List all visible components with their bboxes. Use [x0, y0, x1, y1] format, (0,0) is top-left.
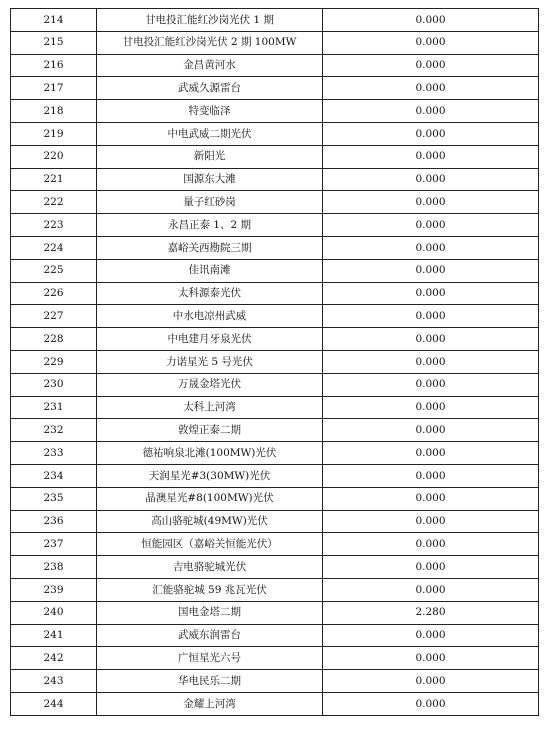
- station-name-cell: 吉电骆驼城光伏: [97, 556, 323, 579]
- station-name-cell: 汇能骆驼城 59 兆瓦光伏: [97, 578, 323, 601]
- row-number-cell: 237: [11, 533, 97, 556]
- value-cell: 0.000: [323, 350, 539, 373]
- row-number-cell: 223: [11, 214, 97, 237]
- table-row: [11, 259, 539, 282]
- value-cell: 0.000: [323, 122, 539, 145]
- value-cell: 0.000: [323, 556, 539, 579]
- value-cell: 0.000: [323, 100, 539, 123]
- station-name-cell: 高山骆驼城(49MW)光伏: [97, 510, 323, 533]
- station-name-cell: 国源东大滩: [97, 168, 323, 191]
- value-cell: 0.000: [323, 328, 539, 351]
- station-name-cell: 太科源泰光伏: [97, 282, 323, 305]
- table-row: [11, 396, 539, 419]
- table-row: [11, 100, 539, 123]
- station-name-cell: 力诺星光 5 号光伏: [97, 350, 323, 373]
- table-row: [11, 350, 539, 373]
- row-number-cell: 214: [11, 9, 97, 32]
- table-row: [11, 464, 539, 487]
- row-number-cell: 220: [11, 145, 97, 168]
- row-number-cell: 232: [11, 419, 97, 442]
- row-number-cell: 218: [11, 100, 97, 123]
- table-row: [11, 305, 539, 328]
- table-row: [11, 533, 539, 556]
- table-row: [11, 578, 539, 601]
- value-cell: 0.000: [323, 624, 539, 647]
- row-number-cell: 243: [11, 670, 97, 693]
- row-number-cell: 216: [11, 54, 97, 77]
- table-row: [11, 31, 539, 54]
- table-row: [11, 191, 539, 214]
- station-name-cell: 金耀上河湾: [97, 692, 323, 715]
- table-row: [11, 556, 539, 579]
- value-cell: 0.000: [323, 396, 539, 419]
- station-name-cell: 恒能园区（嘉峪关恒能光伏）: [97, 533, 323, 556]
- value-cell: 0.000: [323, 510, 539, 533]
- station-name-cell: 嘉峪关西勘院三期: [97, 236, 323, 259]
- row-number-cell: 226: [11, 282, 97, 305]
- value-cell: 2.280: [323, 601, 539, 624]
- table-row: [11, 122, 539, 145]
- value-cell: 0.000: [323, 77, 539, 100]
- station-name-cell: 华电民乐二期: [97, 670, 323, 693]
- value-cell: 0.000: [323, 305, 539, 328]
- table-row: [11, 624, 539, 647]
- row-number-cell: 222: [11, 191, 97, 214]
- table-row: [11, 168, 539, 191]
- value-cell: 0.000: [323, 168, 539, 191]
- table-row: [11, 214, 539, 237]
- value-cell: 0.000: [323, 236, 539, 259]
- value-cell: 0.000: [323, 214, 539, 237]
- row-number-cell: 224: [11, 236, 97, 259]
- table-row: [11, 510, 539, 533]
- table-row: [11, 487, 539, 510]
- row-number-cell: 239: [11, 578, 97, 601]
- station-name-cell: 太科上河湾: [97, 396, 323, 419]
- table-row: [11, 77, 539, 100]
- value-cell: 0.000: [323, 647, 539, 670]
- row-number-cell: 230: [11, 373, 97, 396]
- table-row: [11, 373, 539, 396]
- station-name-cell: 永昌正泰 1、2 期: [97, 214, 323, 237]
- value-cell: 0.000: [323, 9, 539, 32]
- table-body: [11, 9, 539, 716]
- table-row: [11, 419, 539, 442]
- row-number-cell: 228: [11, 328, 97, 351]
- station-name-cell: 量子红砂岗: [97, 191, 323, 214]
- table-row: [11, 670, 539, 693]
- row-number-cell: 240: [11, 601, 97, 624]
- row-number-cell: 244: [11, 692, 97, 715]
- value-cell: 0.000: [323, 282, 539, 305]
- row-number-cell: 225: [11, 259, 97, 282]
- data-table: [10, 8, 539, 716]
- station-name-cell: 万晟金塔光伏: [97, 373, 323, 396]
- station-name-cell: 德祐响泉北滩(100MW)光伏: [97, 442, 323, 465]
- table-row: [11, 145, 539, 168]
- station-name-cell: 甘电投汇能红沙岗光伏 1 期: [97, 9, 323, 32]
- value-cell: 0.000: [323, 54, 539, 77]
- row-number-cell: 217: [11, 77, 97, 100]
- row-number-cell: 241: [11, 624, 97, 647]
- value-cell: 0.000: [323, 442, 539, 465]
- row-number-cell: 233: [11, 442, 97, 465]
- row-number-cell: 221: [11, 168, 97, 191]
- row-number-cell: 219: [11, 122, 97, 145]
- value-cell: 0.000: [323, 31, 539, 54]
- row-number-cell: 227: [11, 305, 97, 328]
- row-number-cell: 231: [11, 396, 97, 419]
- row-number-cell: 215: [11, 31, 97, 54]
- value-cell: 0.000: [323, 692, 539, 715]
- table-row: [11, 9, 539, 32]
- value-cell: 0.000: [323, 145, 539, 168]
- row-number-cell: 242: [11, 647, 97, 670]
- value-cell: 0.000: [323, 487, 539, 510]
- value-cell: 0.000: [323, 464, 539, 487]
- row-number-cell: 235: [11, 487, 97, 510]
- station-name-cell: 新阳光: [97, 145, 323, 168]
- station-name-cell: 广恒星光六号: [97, 647, 323, 670]
- station-name-cell: 中电建月牙泉光伏: [97, 328, 323, 351]
- station-name-cell: 天润星光#3(30MW)光伏: [97, 464, 323, 487]
- table-row: [11, 282, 539, 305]
- station-name-cell: 敦煌正泰二期: [97, 419, 323, 442]
- station-name-cell: 特变临泽: [97, 100, 323, 123]
- table-row: [11, 236, 539, 259]
- value-cell: 0.000: [323, 259, 539, 282]
- row-number-cell: 238: [11, 556, 97, 579]
- table-row: [11, 647, 539, 670]
- station-name-cell: 武威东润雷台: [97, 624, 323, 647]
- station-name-cell: 佳讯南滩: [97, 259, 323, 282]
- value-cell: 0.000: [323, 419, 539, 442]
- value-cell: 0.000: [323, 191, 539, 214]
- station-name-cell: 甘电投汇能红沙岗光伏 2 期 100MW: [97, 31, 323, 54]
- row-number-cell: 229: [11, 350, 97, 373]
- table-row: [11, 328, 539, 351]
- row-number-cell: 236: [11, 510, 97, 533]
- row-number-cell: 234: [11, 464, 97, 487]
- station-name-cell: 国电金塔二期: [97, 601, 323, 624]
- value-cell: 0.000: [323, 373, 539, 396]
- table-row: [11, 442, 539, 465]
- station-name-cell: 中电武威二期光伏: [97, 122, 323, 145]
- station-name-cell: 中水电凉州武威: [97, 305, 323, 328]
- value-cell: 0.000: [323, 670, 539, 693]
- value-cell: 0.000: [323, 533, 539, 556]
- table-row: [11, 54, 539, 77]
- station-name-cell: 金昌黄河水: [97, 54, 323, 77]
- value-cell: 0.000: [323, 578, 539, 601]
- table-row: [11, 692, 539, 715]
- station-name-cell: 武威久源雷台: [97, 77, 323, 100]
- station-name-cell: 晶澳星光#8(100MW)光伏: [97, 487, 323, 510]
- table-row: [11, 601, 539, 624]
